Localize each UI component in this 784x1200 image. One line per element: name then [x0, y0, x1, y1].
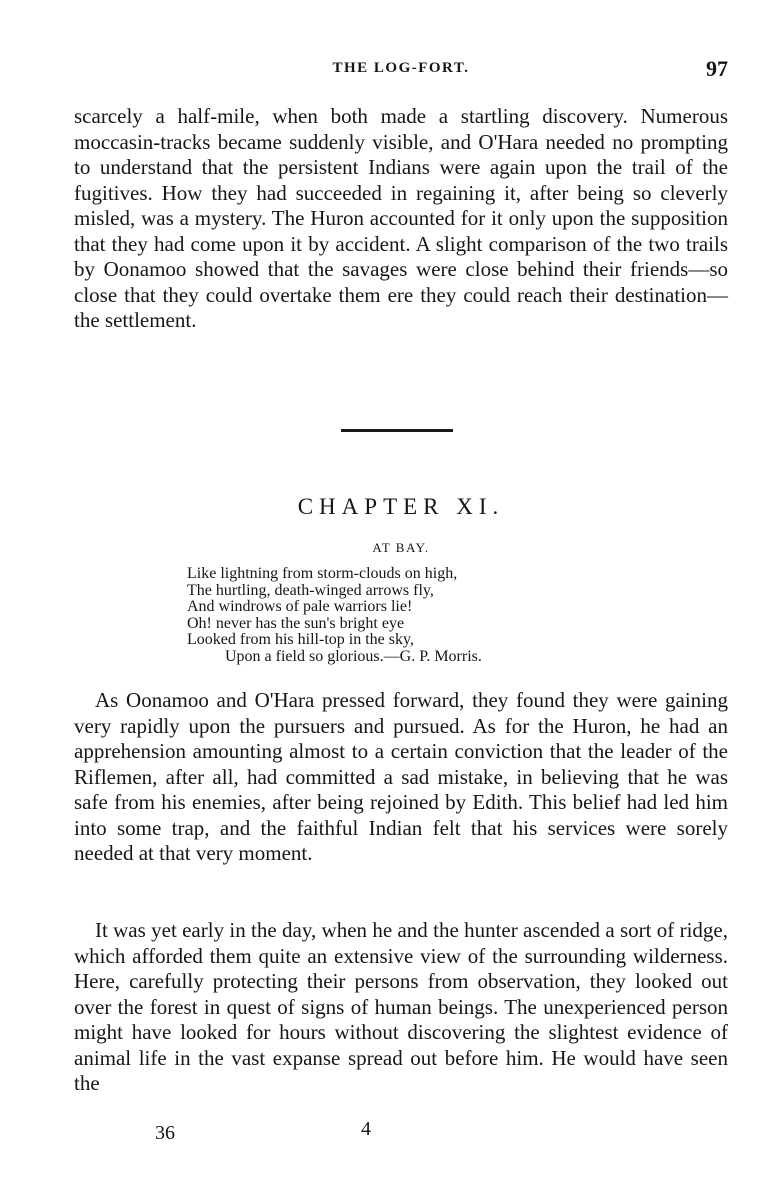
epigraph-line: Looked from his hill-top in the sky, [187, 631, 414, 648]
printer-signature-mark: 4 [361, 1118, 371, 1140]
printer-signature-number: 36 [155, 1122, 175, 1144]
running-head [74, 56, 728, 86]
chapter-paragraph-2: It was yet early in the day, when he and the hunter ascended a sort of ridge, which afforded them quite an extensive view of the surrounding wilderness. Here, carefully protecting their persons from observation, they looked out over the forest in quest of signs of human beings. The unexperienced person might have looked for hours without discovering the slightest evidence of animal life in the vast expanse spread out before him. He would have seen the [74, 918, 728, 1095]
chapter-paragraph-1: As Oonamoo and O'Hara pressed forward, they found they were gaining very rapidly upon the pursuers and pursued. As for the Huron, he had an apprehension amounting almost to a certain conviction that the leader of the Riflemen, after all, had committed a sad mistake, in believing that he was safe from his enemies, after being rejoined by Edith. This belief had led him into some trap, and the faithful Indian felt that his services were sorely needed at that very moment. [74, 688, 728, 865]
section-divider [341, 429, 453, 432]
epigraph-attribution: Upon a field so glorious.—G. P. Morris. [225, 647, 482, 665]
running-title: THE LOG-FORT. [332, 60, 470, 76]
body-paragraph-1: scarcely a half-mile, when both made a startling discovery. Numerous moccasin-tracks became suddenly visible, and O'Hara needed no prompting to understand that the persistent Indians were again upon the trail of the fugitives. How they had succeeded in regaining it, after being so cleverly misled, was a mystery. The Huron accounted for it only upon the supposition that they had come upon it by accident. A slight comparison of the two trails by Oonamoo showed that the savages were close behind their friends—so close that they could overtake them ere they could reach their destination—the settlement. [74, 104, 728, 332]
chapter-title: CHAPTER XI. [297, 494, 505, 519]
epigraph-line: And windrows of pale warriors lie! [187, 598, 413, 615]
epigraph-line: The hurtling, death-winged arrows fly, [187, 581, 434, 599]
epigraph-line: Like lightning from storm-clouds on high, [187, 565, 458, 582]
epigraph [187, 566, 482, 665]
page-number: 97 [706, 56, 728, 81]
epigraph-line: Oh! never has the sun's bright eye [187, 614, 405, 632]
chapter-subtitle: AT BAY. [372, 540, 430, 555]
